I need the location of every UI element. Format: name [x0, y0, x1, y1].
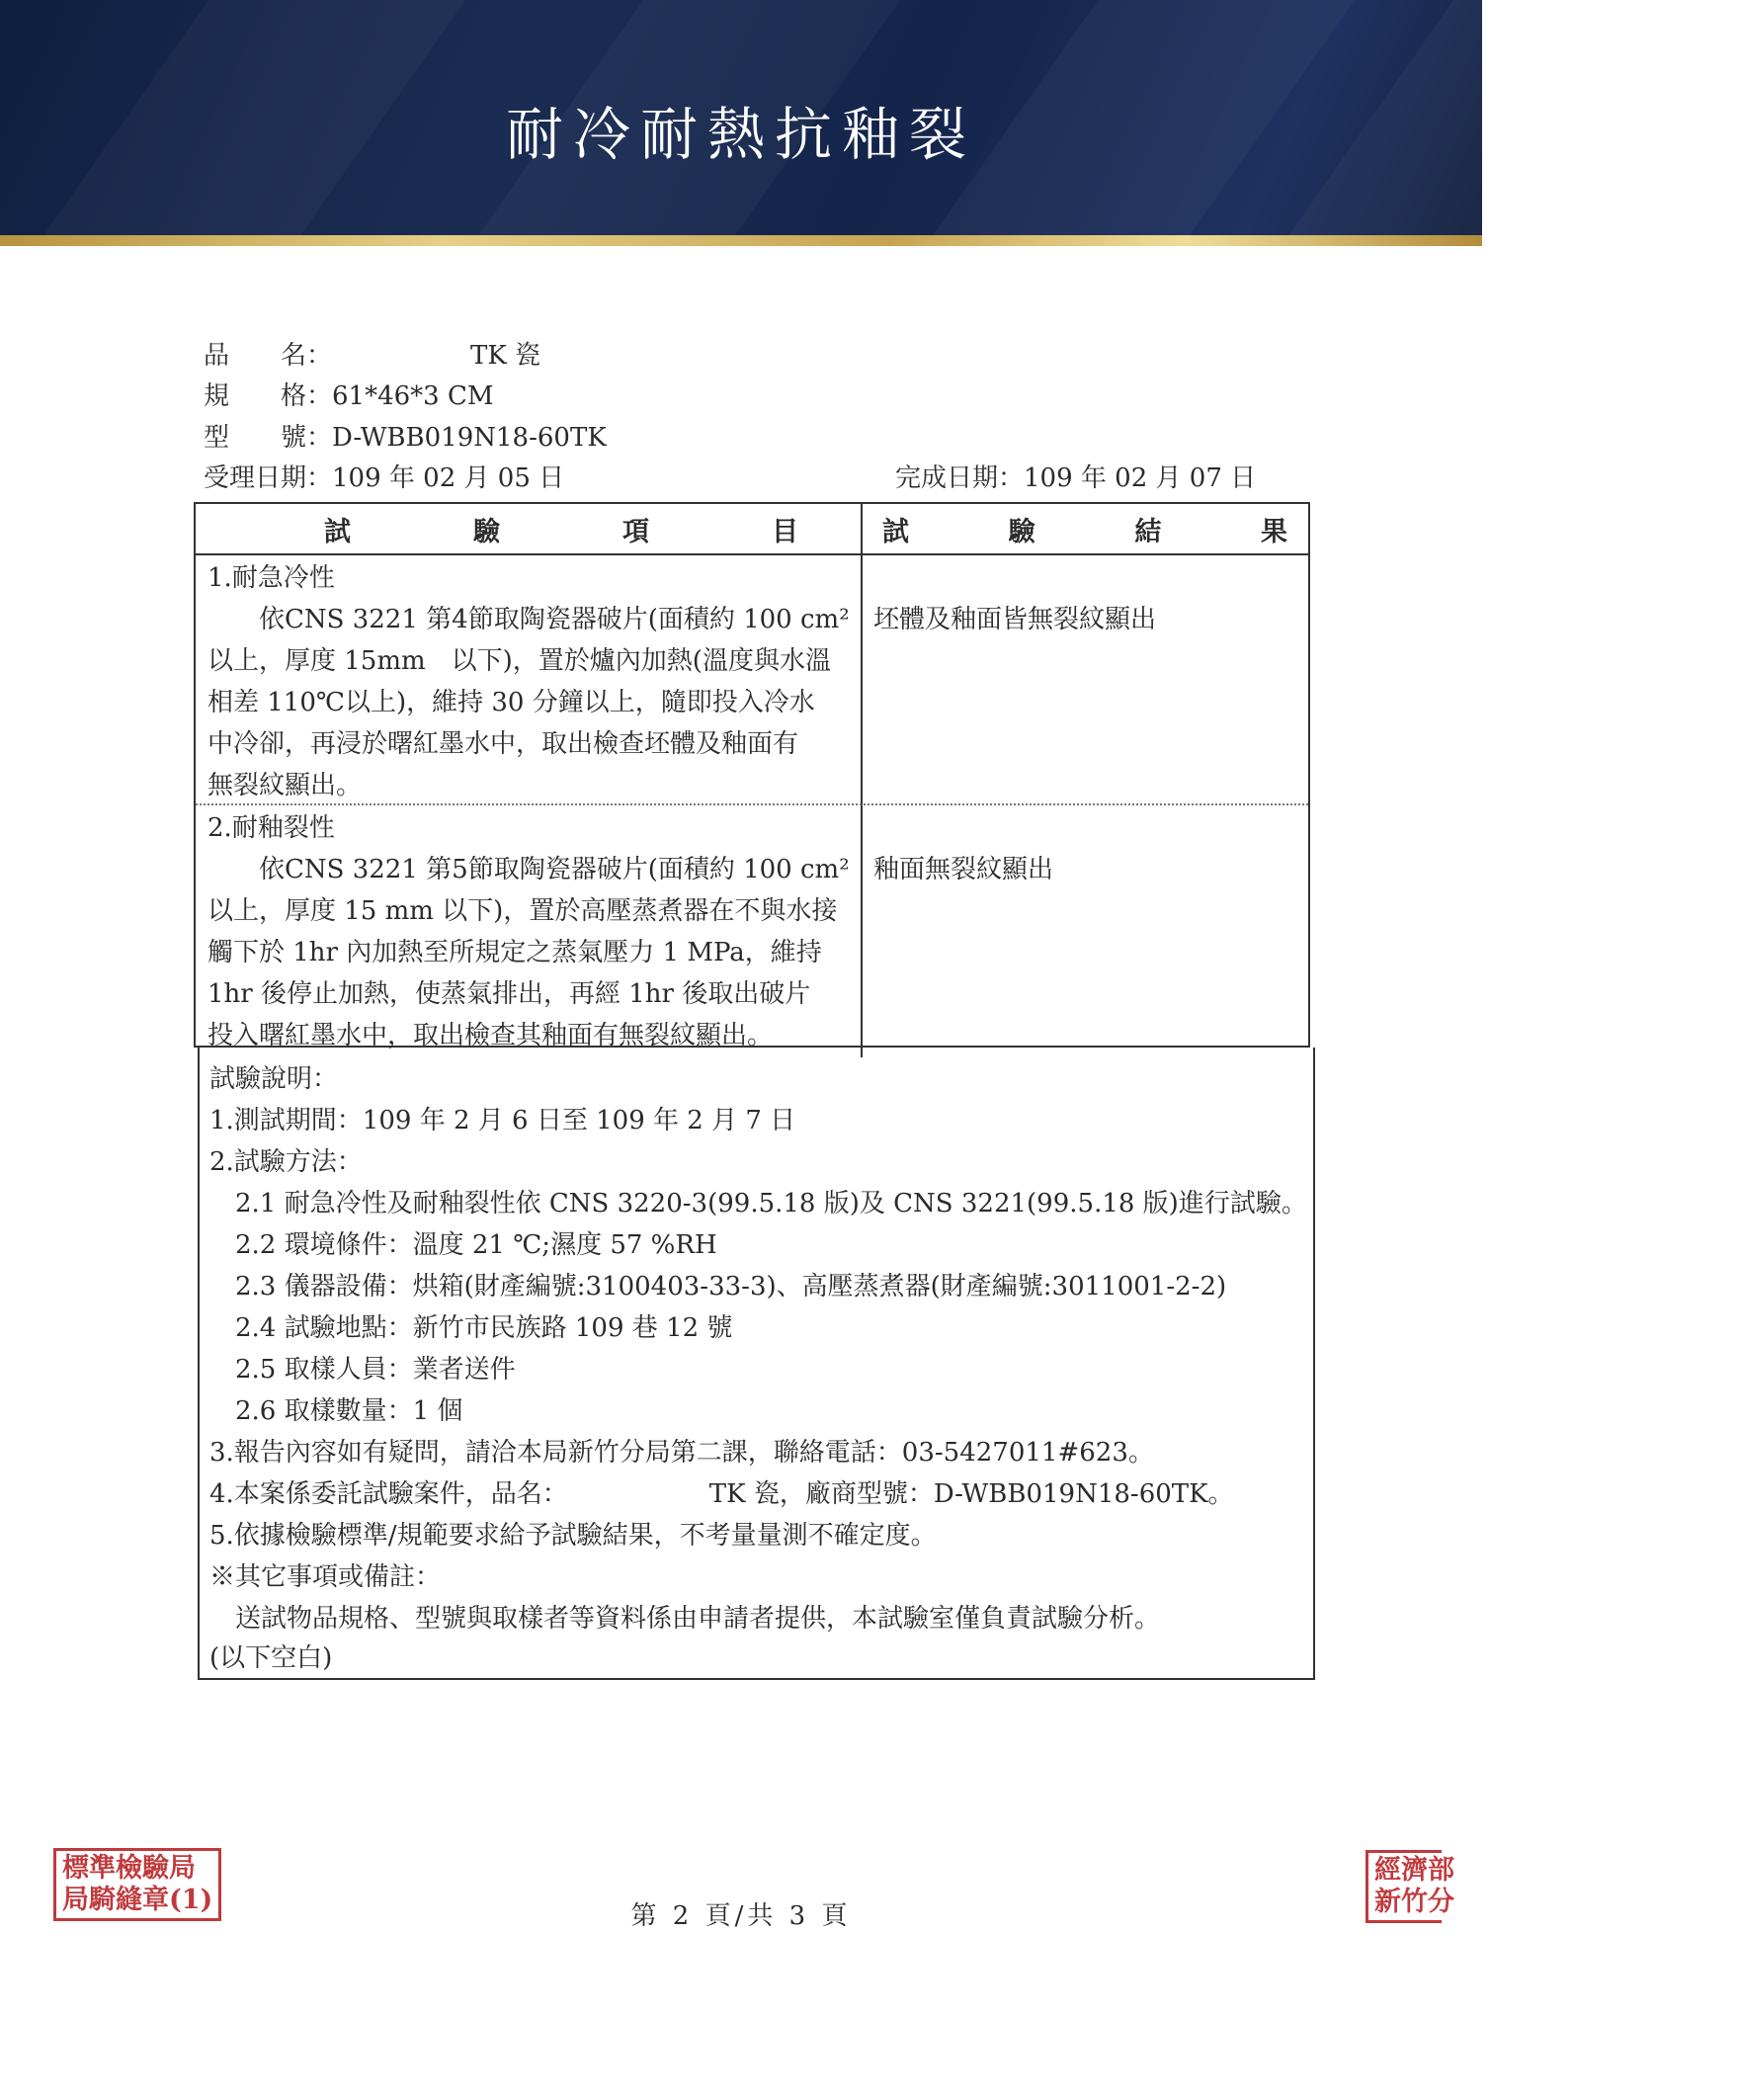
test-table [194, 502, 1310, 1048]
product-name-row [204, 339, 540, 373]
note-line: 2.試驗方法： [209, 1147, 363, 1177]
note-line: 試驗說明： [209, 1064, 339, 1094]
test-row-thermal-shock [207, 557, 850, 806]
note-line: ※其它事項或備註： [209, 1562, 442, 1592]
model-label: 型 號： [204, 423, 333, 453]
spec-row [204, 379, 494, 413]
completed-date-label: 完成日期： [895, 463, 1025, 493]
note-line: (以下空白) [209, 1643, 333, 1673]
received-date-value: 109 年 02 月 05 日 [332, 463, 565, 493]
row-title: 2.耐釉裂性 [207, 813, 335, 843]
seal-stamp-left: 標準檢驗局 局騎縫章(1) [53, 1848, 221, 1921]
row-line: 中冷卻，再浸於曙紅墨水中，取出檢查坯體及釉面有 [207, 729, 799, 759]
received-date-row [204, 462, 564, 495]
completed-date-value: 109 年 02 月 07 日 [1024, 463, 1257, 493]
row-line: 以上，厚度 15mm 以下)，置於爐內加熱(溫度與水溫 [207, 646, 831, 676]
spec-value: 61*46*3 CM [332, 381, 494, 411]
result-crazing: 釉面無裂紋顯出 [873, 855, 1054, 884]
row-line: 投入曙紅墨水中，取出檢查其釉面有無裂紋顯出。 [207, 1021, 774, 1050]
product-name-value: TK 瓷 [470, 341, 541, 371]
note-line: 4.本案係委託試驗案件，品名： TK 瓷，廠商型號：D-WBB019N18-60TK。 [209, 1479, 1234, 1509]
row-line: 無裂紋顯出。 [207, 771, 363, 800]
row-line: 以上，厚度 15 mm 以下)，置於高壓蒸煮器在不與水接 [207, 896, 838, 926]
note-line: 1.測試期間：109 年 2 月 6 日至 109 年 2 月 7 日 [209, 1106, 796, 1135]
model-row [204, 421, 607, 455]
note-line: 2.5 取樣人員：業者送件 [209, 1355, 516, 1385]
note-line: 3.報告內容如有疑問，請洽本局新竹分局第二課，聯絡電話：03-5427011#623。 [209, 1438, 1154, 1468]
note-line: 2.1 耐急冷性及耐釉裂性依 CNS 3220-3(99.5.18 版)及 CNS 3221(99.5.18 版)進行試驗。 [209, 1189, 1307, 1218]
note-line: 送試物品規格、型號與取樣者等資料係由申請者提供，本試驗室僅負責試驗分析。 [209, 1604, 1161, 1634]
header-test-item: 試 驗 項 目 [324, 517, 798, 547]
received-date-label: 受理日期： [204, 463, 333, 493]
banner-title: 耐冷耐熱抗釉裂 [505, 101, 976, 168]
gold-divider [0, 235, 1482, 246]
seal-stamp-right: 經濟部 新竹分 [1366, 1850, 1442, 1923]
note-line: 2.2 環境條件：溫度 21 ℃;濕度 57 %RH [209, 1230, 717, 1260]
note-line: 2.3 儀器設備：烘箱(財產編號:3100403-33-3)、高壓蒸煮器(財產編號:3011001-2-2) [209, 1272, 1227, 1302]
row-title: 1.耐急冷性 [207, 563, 335, 593]
row-line: 觸下於 1hr 內加熱至所規定之蒸氣壓力 1 MPa，維持 [207, 938, 822, 967]
row-line: 依CNS 3221 第5節取陶瓷器破片(面積約 100 cm² [207, 855, 850, 884]
product-name-label: 品 名： [204, 341, 333, 371]
note-line: 2.6 取樣數量：1 個 [209, 1396, 463, 1426]
row-line: 依CNS 3221 第4節取陶瓷器破片(面積約 100 cm² [207, 605, 850, 634]
row-line: 1hr 後停止加熱，使蒸氣排出，再經 1hr 後取出破片 [207, 979, 811, 1009]
result-thermal-shock: 坯體及釉面皆無裂紋顯出 [873, 605, 1157, 634]
page-number: 第 2 頁/共 3 頁 [630, 1901, 852, 1931]
note-line: 5.依據檢驗標準/規範要求給予試驗結果，不考量量測不確定度。 [209, 1521, 937, 1551]
test-row-crazing [207, 807, 850, 1056]
test-notes [198, 1048, 1315, 1680]
completed-date-row [895, 462, 1256, 495]
model-value: D-WBB019N18-60TK [332, 423, 607, 453]
header-banner [0, 0, 1482, 235]
spec-label: 規 格： [204, 381, 333, 411]
note-line: 2.4 試驗地點：新竹市民族路 109 巷 12 號 [209, 1313, 733, 1343]
row-line: 相差 110℃以上)，維持 30 分鐘以上，隨即投入冷水 [207, 688, 815, 717]
header-test-result: 試 驗 結 果 [882, 517, 1287, 547]
